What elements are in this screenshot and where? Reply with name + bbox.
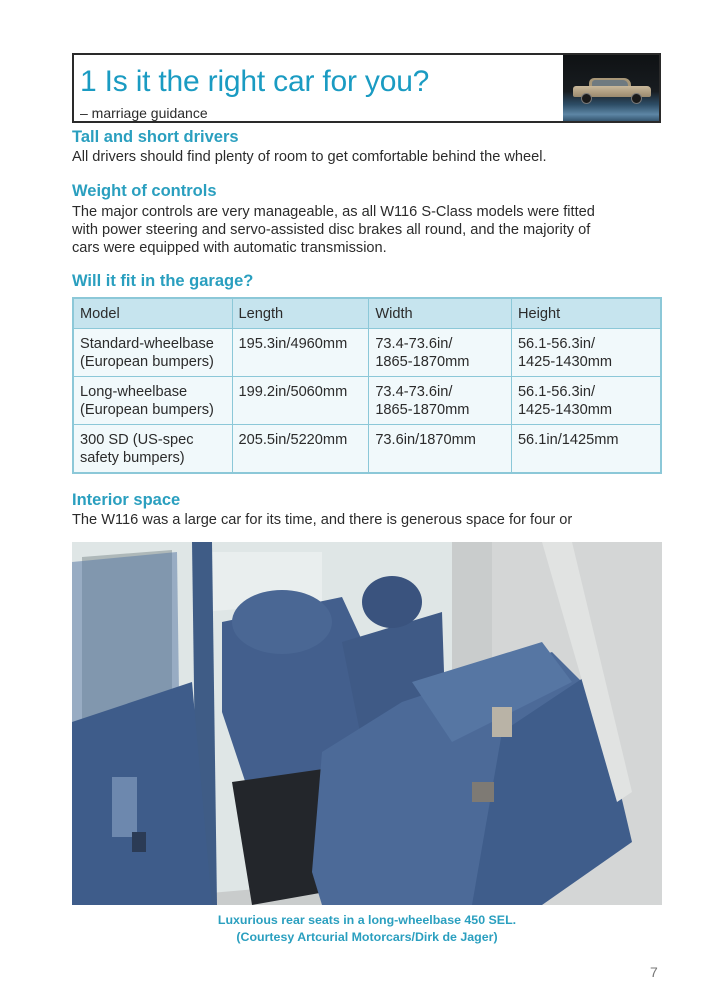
cell-model [73,425,232,474]
cell-width [369,377,512,425]
cell-line: 56.1-56.3in/ [517,336,596,352]
cell-model [73,377,232,425]
paragraph-interior: The W116 was a large car for its time, and there is generous space for four or [72,512,573,528]
cell-model [73,329,232,377]
table-row [73,329,661,377]
cell-height [511,425,661,474]
section-heading-interior: Interior space [72,491,181,509]
cell-line: 205.5in/5220mm [238,432,348,448]
column-header-width: Width [369,298,512,329]
paragraph-tall-short: All drivers should find plenty of room to get comfortable behind the wheel. [72,149,547,165]
chapter-title: 1 Is it the right car for you? [80,65,430,98]
column-header-model: Model [73,298,232,329]
paragraph-weight-line-3: cars were equipped with automatic transmission. [72,240,387,256]
photo-caption-line-2: (Courtesy Artcurial Motorcars/Dirk de Jager) [236,930,498,944]
cell-line: 1425-1430mm [517,354,613,370]
section-heading-tall-short: Tall and short drivers [72,128,239,146]
column-header-length: Length [232,298,369,329]
cell-length [232,425,369,474]
car-thumbnail-image [563,55,659,121]
cell-line: 73.4-73.6in/ [375,336,453,352]
chapter-header [72,53,661,123]
cell-width [369,425,512,474]
cell-line: 56.1in/1425mm [517,432,619,448]
cell-line: 1865-1870mm [375,354,470,370]
cell-line: 195.3in/4960mm [238,336,348,352]
car-rear-wheel [631,93,642,104]
dimensions-table [72,297,662,474]
cell-line: 1865-1870mm [375,402,470,418]
chapter-subtitle: – marriage guidance [80,105,208,121]
cell-line: 1425-1430mm [517,402,613,418]
cell-line: (European bumpers) [80,354,214,370]
cell-line: Long-wheelbase [80,384,188,400]
cell-width [369,329,512,377]
cell-line: 199.2in/5060mm [238,384,348,400]
table-header-row [73,298,661,329]
section-heading-garage: Will it fit in the garage? [72,272,254,290]
paragraph-weight-line-2: with power steering and servo-assisted disc brakes all round, and the majority of [72,222,591,238]
cell-line: Standard-wheelbase [80,336,214,352]
column-header-height: Height [511,298,661,329]
interior-photo [72,542,662,905]
table-row [73,425,661,474]
cell-line: (European bumpers) [80,402,214,418]
page-number: 7 [650,964,658,980]
photo-caption-line-1: Luxurious rear seats in a long-wheelbase 450 SEL. [217,913,517,927]
section-heading-weight: Weight of controls [72,182,217,200]
cell-line: safety bumpers) [80,450,185,466]
car-front-wheel [581,93,592,104]
cell-line: 73.4-73.6in/ [375,384,453,400]
interior-photo-illustration [72,542,662,905]
cell-line: 73.6in/1870mm [375,432,476,448]
paragraph-weight-line-1: The major controls are very manageable, as all W116 S-Class models were fitted [72,204,595,220]
cell-line: 300 SD (US-spec [80,432,194,448]
table-row [73,377,661,425]
cell-height [511,329,661,377]
cell-length [232,377,369,425]
cell-height [511,377,661,425]
cell-line: 56.1-56.3in/ [517,384,596,400]
cell-length [232,329,369,377]
